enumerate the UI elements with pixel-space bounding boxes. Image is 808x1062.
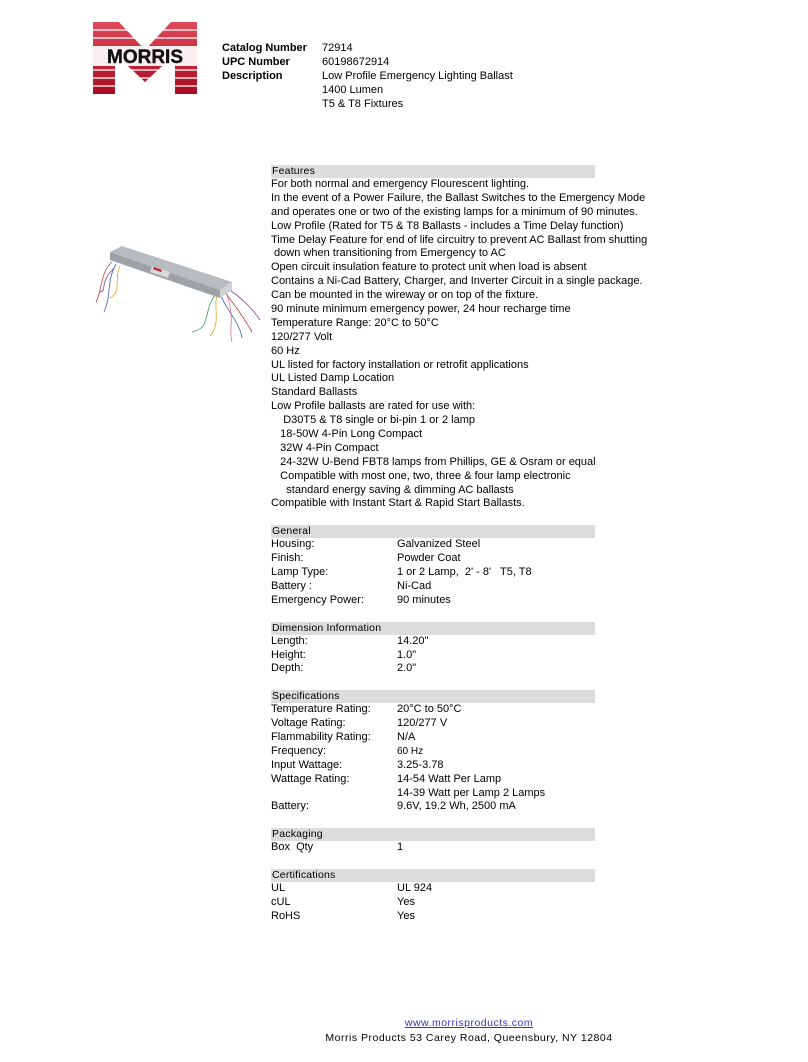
row-key: Length: — [271, 634, 308, 647]
table-row — [271, 566, 595, 580]
row-key: Battery: — [271, 800, 309, 813]
row-key: Emergency Power: — [271, 593, 364, 606]
row-value: Yes — [397, 895, 415, 908]
row-key: Input Wattage: — [271, 758, 343, 771]
row-value: Powder Coat — [397, 552, 461, 565]
feature-line: and operates one or two of the existing lamps for a minimum of 90 minutes. — [271, 205, 638, 218]
description-spacer — [222, 83, 322, 97]
row-value: Yes — [397, 909, 415, 922]
general-table — [271, 538, 595, 607]
description-row — [222, 69, 513, 83]
row-key: Box Qty — [271, 841, 314, 854]
row-value: 2.0" — [397, 662, 417, 675]
spacer — [271, 676, 595, 690]
specifications-heading: Specifications — [271, 690, 595, 703]
certifications-table — [271, 882, 595, 924]
spec-sheet — [271, 165, 648, 924]
row-key: Lamp Type: — [271, 566, 329, 579]
general-heading: General — [271, 525, 595, 538]
row-key: cUL — [271, 895, 291, 908]
row-key: RoHS — [271, 909, 301, 922]
row-value: 1 — [397, 841, 404, 854]
row-key: Depth: — [271, 662, 304, 675]
table-row — [271, 594, 595, 608]
feature-line: 120/277 Volt — [271, 330, 333, 343]
table-row — [271, 882, 595, 896]
feature-line: In the event of a Power Failure, the Ballast Switches to the Emergency Mode — [271, 191, 646, 204]
features-list — [271, 178, 648, 511]
table-row — [271, 745, 595, 759]
row-key — [271, 787, 397, 801]
row-value: UL 924 — [397, 881, 433, 894]
catalog-number-value: 72914 — [322, 42, 353, 54]
company-address: Morris Products 53 Carey Road, Queensbury, NY 12804 — [325, 1032, 613, 1044]
certifications-heading: Certifications — [271, 869, 595, 882]
row-value: 20°C to 50°C — [397, 703, 462, 716]
catalog-number-label: Catalog Number — [222, 42, 307, 54]
feature-line: Standard Ballasts — [271, 386, 358, 399]
description-row-2 — [222, 83, 513, 97]
feature-line: 60 Hz — [271, 344, 300, 357]
table-row — [271, 662, 595, 676]
feature-line: D30T5 & T8 single or bi-pin 1 or 2 lamp — [271, 414, 476, 427]
morris-logo — [89, 20, 201, 96]
row-value: 14-54 Watt Per Lamp — [397, 772, 502, 785]
row-value: 3.25-3.78 — [397, 758, 444, 771]
feature-line: Low Profile (Rated for T5 & T8 Ballasts - includes a Time Delay function) — [271, 219, 624, 232]
feature-line: 18-50W 4-Pin Long Compact — [271, 428, 423, 441]
row-key: Frequency: — [271, 744, 327, 757]
feature-line: standard energy saving & dimming AC ballasts — [271, 483, 514, 496]
table-row — [271, 910, 595, 924]
description-value-2: 1400 Lumen — [322, 84, 384, 96]
description-spacer — [222, 97, 322, 111]
website-link[interactable]: www.morrisproducts.com — [404, 1017, 534, 1029]
feature-line: Can be mounted in the wireway or on top of the fixture. — [271, 289, 539, 302]
brand-name: MORRIS — [107, 47, 183, 68]
feature-line: UL Listed Damp Location — [271, 372, 395, 385]
table-row — [271, 841, 595, 855]
row-value: 14.20" — [397, 634, 429, 647]
table-row — [271, 896, 595, 910]
upc-number-label: UPC Number — [222, 56, 290, 68]
table-row — [271, 649, 595, 663]
upc-number-row — [222, 55, 513, 69]
feature-line: For both normal and emergency Flourescent lighting. — [271, 178, 530, 190]
row-value: Ni-Cad — [397, 579, 432, 592]
dimension-heading: Dimension Information — [271, 622, 595, 635]
table-row — [271, 731, 595, 745]
packaging-table — [271, 841, 595, 855]
feature-line: Open circuit insulation feature to protect unit when load is absent — [271, 261, 587, 274]
feature-line: 90 minute minimum emergency power, 24 hour recharge time — [271, 303, 571, 316]
row-value: 1 or 2 Lamp, 2' - 8' T5, T8 — [397, 566, 532, 579]
row-key: Flammability Rating: — [271, 730, 371, 743]
row-value: 120/277 V — [397, 717, 448, 730]
ballast-product-image — [92, 232, 264, 344]
specifications-table — [271, 703, 595, 814]
row-value: 90 minutes — [397, 593, 451, 606]
table-row — [271, 552, 595, 566]
table-row — [271, 773, 595, 787]
table-row — [271, 538, 595, 552]
row-key: Temperature Rating: — [271, 703, 371, 716]
table-row — [271, 717, 595, 731]
row-value: 60 Hz — [397, 745, 424, 757]
features-heading: Features — [271, 165, 595, 178]
row-key: Voltage Rating: — [271, 717, 346, 730]
description-value-1: Low Profile Emergency Lighting Ballast — [322, 70, 513, 82]
row-value: 9.6V, 19.2 Wh, 2500 mA — [397, 800, 516, 813]
table-row — [271, 703, 595, 717]
table-row — [271, 580, 595, 594]
spacer — [271, 855, 595, 869]
feature-line: Compatible with Instant Start & Rapid Start Ballasts. — [271, 497, 525, 510]
row-key: Height: — [271, 648, 306, 661]
spacer — [271, 511, 595, 525]
description-label: Description — [222, 70, 283, 82]
feature-line: UL listed for factory installation or retrofit applications — [271, 358, 529, 371]
row-value: N/A — [397, 730, 416, 743]
row-key: Housing: — [271, 538, 315, 551]
row-key: UL — [271, 881, 286, 894]
feature-line: Temperature Range: 20°C to 50°C — [271, 316, 439, 329]
feature-line: Compatible with most one, two, three & four lamp electronic — [271, 469, 571, 482]
row-value: Galvanized Steel — [397, 538, 481, 551]
row-key: Wattage Rating: — [271, 772, 350, 785]
feature-line: down when transitioning from Emergency to AC — [271, 247, 506, 260]
feature-line: Low Profile ballasts are rated for use with: — [271, 400, 476, 413]
spacer — [271, 814, 595, 828]
catalog-number-row — [222, 41, 513, 55]
feature-line: Time Delay Feature for end of life circuitry to prevent AC Ballast from shutting — [271, 233, 648, 246]
dimension-table — [271, 635, 595, 677]
row-value: 1.0" — [397, 648, 417, 661]
feature-line: 24-32W U-Bend FBT8 lamps from Phillips, GE & Osram or equal — [271, 455, 596, 468]
description-row-3 — [222, 97, 513, 111]
feature-line: 32W 4-Pin Compact — [271, 441, 379, 454]
row-key: Finish: — [271, 552, 304, 565]
product-meta — [222, 41, 513, 111]
upc-number-value: 60198672914 — [322, 56, 390, 68]
table-row — [271, 800, 595, 814]
table-row — [271, 787, 595, 801]
spacer — [271, 608, 595, 622]
row-value: 14-39 Watt per Lamp 2 Lamps — [397, 786, 546, 799]
packaging-heading: Packaging — [271, 828, 595, 841]
table-row — [271, 759, 595, 773]
table-row — [271, 635, 595, 649]
row-key: Battery : — [271, 579, 312, 592]
feature-line: Contains a Ni-Cad Battery, Charger, and Inverter Circuit in a single package. — [271, 275, 643, 288]
description-value-3: T5 & T8 Fixtures — [322, 98, 404, 110]
